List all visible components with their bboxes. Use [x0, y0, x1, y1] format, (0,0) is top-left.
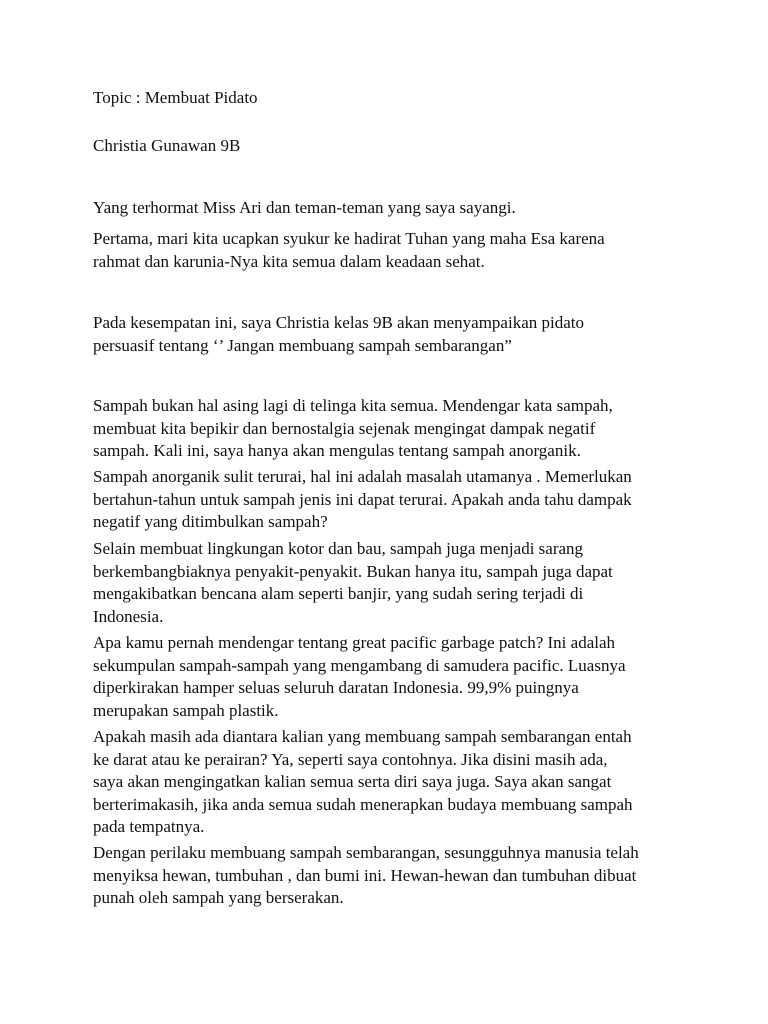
paragraph-sampah-intro: Sampah bukan hal asing lagi di telinga kita semua. Mendengar kata sampah, membuat kita bepikir dan bernostalgia sejenak mengingat dampak negatif sampah. Kali ini, saya hanya akan mengulas tentang sampah anorganik. — [93, 396, 613, 460]
paragraph-ajakan: Apakah masih ada diantara kalian yang membuang sampah sembarangan entah ke darat atau ke perairan? Ya, seperti saya contohnya. Jika disini masih ada, saya akan mengingatkan kalian semua serta diri saya juga. Saya akan sangat berterimakasih, jika anda semua sudah menerapkan budaya membuang sampah pada tempatnya. — [93, 727, 633, 836]
topic-line: Topic : Membuat Pidato — [93, 88, 258, 107]
paragraph-greeting: Yang terhormat Miss Ari dan teman-teman yang saya sayangi. — [93, 198, 516, 217]
paragraph-introduction: Pada kesempatan ini, saya Christia kelas 9B akan menyampaikan pidato persuasif tentang ‘’ Jangan membuang sampah sembarangan” — [93, 313, 584, 355]
author-line: Christia Gunawan 9B — [93, 136, 241, 155]
paragraph-penutup: Dengan perilaku membuang sampah sembarangan, sesungguhnya manusia telah menyiksa hewan, tumbuhan , dan bumi ini. Hewan-hewan dan tumbuhan dibuat punah oleh sampah yang berserakan. — [93, 843, 639, 907]
paragraph-gratitude: Pertama, mari kita ucapkan syukur ke hadirat Tuhan yang maha Esa karena rahmat dan karunia-Nya kita semua dalam keadaan sehat. — [93, 229, 605, 271]
paragraph-garbage-patch: Apa kamu pernah mendengar tentang great pacific garbage patch? Ini adalah sekumpulan sampah-sampah yang mengambang di samudera pacific. Luasnya diperkirakan hamper seluas seluruh daratan Indonesia. 99,9% puingnya merupakan sampah plastik. — [93, 633, 626, 720]
paragraph-dampak: Selain membuat lingkungan kotor dan bau, sampah juga menjadi sarang berkembangbiaknya penyakit-penyakit. Bukan hanya itu, sampah juga dapat mengakibatkan bencana alam seperti banjir, yang sudah sering terjadi di Indonesia. — [93, 539, 613, 626]
paragraph-anorganik: Sampah anorganik sulit terurai, hal ini adalah masalah utamanya . Memerlukan bertahun-tahun untuk sampah jenis ini dapat terurai. Apakah anda tahu dampak negatif yang ditimbulkan sampah? — [93, 467, 632, 531]
